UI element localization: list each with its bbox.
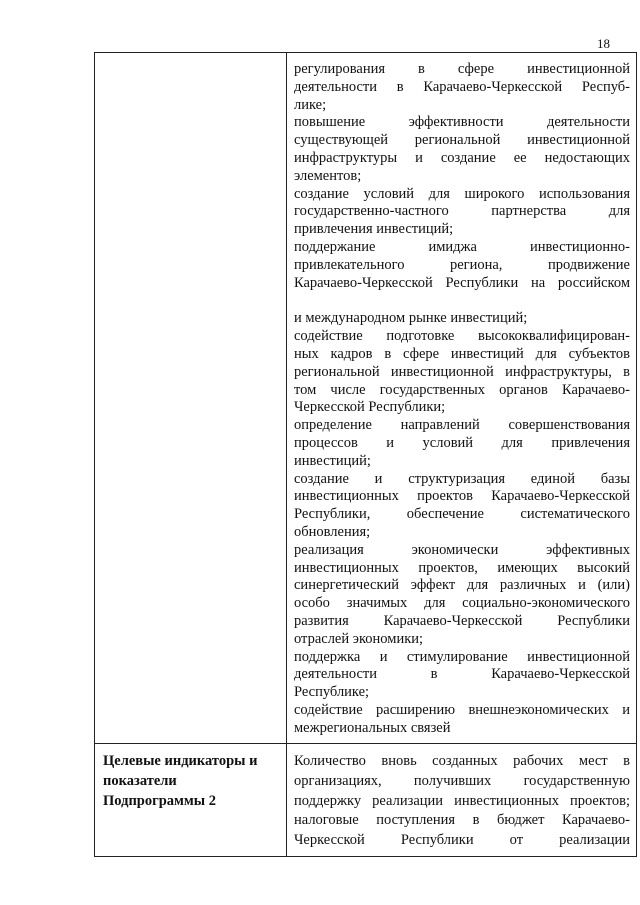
text-line: элементов; [294, 167, 362, 184]
text-line: государственно-частного партнерства для [294, 203, 630, 220]
paragraph-gap [294, 292, 630, 310]
page-number: 18 [597, 36, 610, 51]
text-line: создание условий для широкого использования [294, 185, 630, 202]
text-line: налоговые поступления в бюджет Карачаево- [294, 812, 630, 829]
text-line: региональной инвестиционной инфраструктуры, в [294, 363, 630, 380]
row1-text-block-a [294, 61, 630, 292]
text-line: лике; [294, 96, 327, 113]
text-line: регулирования в сфере инвестиционной [294, 61, 630, 77]
text-line: ных кадров в сфере инвестиций для субъектов [294, 345, 630, 362]
text-line: поддержание имиджа инвестиционно- [294, 238, 630, 255]
row2-text-block [294, 752, 630, 850]
program-table [94, 52, 637, 857]
text-line: Карачаево-Черкесской Республики на российском [294, 274, 630, 291]
indicators-heading-line: показатели [103, 773, 177, 790]
text-line: инфраструктуры и создание ее недостающих [294, 149, 630, 166]
text-line: Республики, обеспечение систематического [294, 506, 630, 523]
text-line: привлекательного региона, продвижение [294, 256, 630, 273]
text-line: организациях, получивших государственную [294, 773, 630, 790]
text-line: поддержка и стимулирование инвестиционной [294, 648, 630, 665]
indicators-heading-line: Целевые индикаторы и [103, 753, 258, 770]
text-line: инвестиционных проектов Карачаево-Черкесской [294, 488, 630, 505]
text-line: синергетический эффект для различных и (или) [294, 577, 630, 594]
text-line: том числе государственных органов Карачаево- [294, 381, 630, 398]
text-line: инвестиций; [294, 452, 371, 469]
text-line: содействие расширению внешнеэкономических и [294, 701, 630, 718]
text-line: деятельности в Карачаево-Черкесской Респуб- [294, 78, 630, 95]
row1-content-cell [287, 53, 637, 744]
text-line: обновления; [294, 523, 371, 540]
table-row-indicators [95, 744, 637, 857]
text-line: процессов и условий для привлечения [294, 434, 630, 451]
text-line: развития Карачаево-Черкесской Республики [294, 612, 630, 629]
text-line: Республике; [294, 684, 370, 701]
row2-content-cell [287, 744, 637, 857]
text-line: существующей региональной инвестиционной [294, 132, 630, 149]
text-line: поддержку реализации инвестиционных проектов; [294, 792, 630, 809]
text-line: инвестиционных проектов, имеющих высокий [294, 559, 630, 576]
text-line: Черкесской Республики; [294, 399, 446, 416]
table-row-goals [95, 53, 637, 744]
text-line: межрегиональных связей [294, 719, 451, 736]
text-line: создание и структуризация единой базы [294, 470, 630, 487]
row2-label-cell [95, 744, 287, 857]
text-line: и международном рынке инвестиций; [294, 310, 528, 327]
text-line: Черкесской Республики от реализации [294, 831, 630, 848]
text-line: деятельности в Карачаево-Черкесской [294, 666, 630, 683]
row1-text-block-b [294, 310, 630, 737]
text-line: отраслей экономики; [294, 630, 424, 647]
text-line: реализация экономически эффективных [294, 541, 630, 558]
indicators-heading-line: Подпрограммы 2 [103, 792, 216, 809]
text-line: содействие подготовке высококвалифицирован- [294, 328, 630, 345]
text-line: особо значимых для социально-экономического [294, 595, 630, 612]
text-line: повышение эффективности деятельности [294, 114, 630, 131]
text-line: определение направлений совершенствования [294, 417, 630, 434]
row1-label-cell [95, 53, 287, 744]
text-line: привлечения инвестиций; [294, 221, 454, 238]
text-line: Количество вновь созданных рабочих мест в [294, 753, 630, 770]
